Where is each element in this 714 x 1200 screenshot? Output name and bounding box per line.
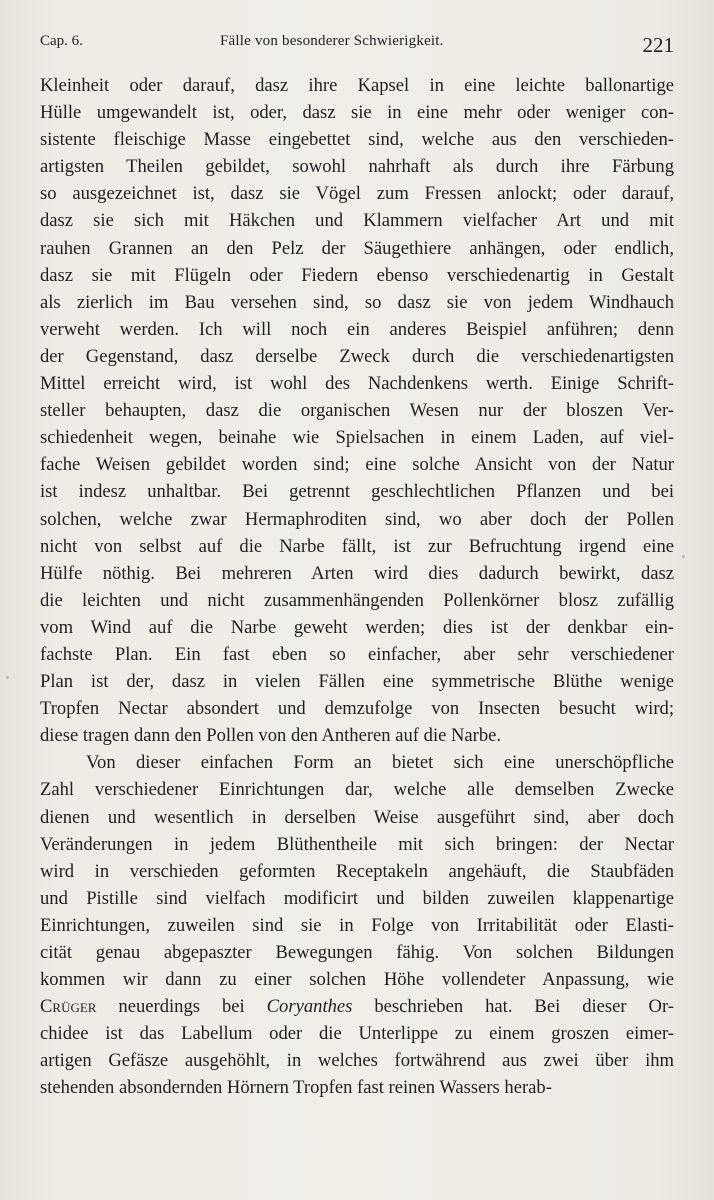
text-line bbox=[40, 993, 674, 1020]
text-line: artigsten Theilen gebildet, sowohl nahrhaft als durch ihre Färbung bbox=[40, 156, 674, 178]
text-line: als zierlich im Bau versehen sind, so dasz sie von jedem Windhauch bbox=[40, 291, 674, 313]
text-line: Plan ist der, dasz in vielen Fällen eine symmetrische Blüthe wenige bbox=[40, 671, 674, 693]
text-line: Kleinheit oder darauf, dasz ihre Kapsel in eine leichte ballonartige bbox=[40, 75, 674, 96]
text-line: vom Wind auf die Narbe geweht werden; dies ist der denkbar ein- bbox=[40, 616, 674, 638]
author-name: Crüger bbox=[40, 996, 97, 1018]
text-line: Von dieser einfachen Form an bietet sich eine unerschöpfliche bbox=[86, 752, 674, 774]
text-span: beschrieben hat. Bei dieser Or- bbox=[352, 996, 674, 1018]
text-line: solchen, welche zwar Hermaphroditen sind, wo aber doch der Pollen bbox=[40, 508, 674, 530]
text-line: Tropfen Nectar absondert und demzufolge von Insecten besucht wird; bbox=[40, 698, 674, 720]
text-line: cität genau abgepaszter Bewegungen fähig. Von solchen Bildungen bbox=[40, 942, 674, 963]
text-line: dasz sie sich mit Häkchen und Klammern vielfacher Art und mit bbox=[40, 210, 674, 232]
paragraph bbox=[40, 72, 674, 749]
text-line: Einrichtungen, zuweilen sind sie in Folge von Irritabilität oder Elasti- bbox=[40, 914, 674, 936]
text-line: sistente fleischige Masse eingebettet sind, welche aus den verschieden- bbox=[40, 129, 674, 151]
text-line: nicht von selbst auf die Narbe fällt, ist zur Befruchtung irgend eine bbox=[40, 535, 674, 557]
text-span: neuerdings bei bbox=[96, 996, 267, 1018]
paper-speck bbox=[682, 555, 685, 558]
text-line: fache Weisen gebildet worden sind; eine solche Ansicht von der Natur bbox=[40, 454, 674, 476]
text-line: Hülle umgewandelt ist, oder, dasz sie in eine mehr oder weniger con- bbox=[40, 102, 674, 124]
text-line: steller behaupten, dasz die organischen Wesen nur der bloszen Ver- bbox=[40, 400, 674, 422]
page-number: 221 bbox=[642, 33, 674, 57]
text-line: chidee ist das Labellum oder die Unterlippe zu einem groszen eimer- bbox=[40, 1023, 674, 1045]
text-line: artigen Gefäsze ausgehöhlt, in welches fortwährend aus zwei über ihm bbox=[40, 1050, 674, 1072]
body-text bbox=[40, 72, 674, 1102]
text-line: kommen wir dann zu einer solchen Höhe vollendeter Anpassung, wie bbox=[40, 969, 674, 991]
text-line: schiedenheit wegen, beinahe wie Spielsachen in einem Laden, auf viel- bbox=[40, 427, 674, 449]
text-line: der Gegenstand, dasz derselbe Zweck durch die verschiedenartigsten bbox=[40, 345, 674, 367]
text-line: fachste Plan. Ein fast eben so einfacher, aber sehr verschiedener bbox=[40, 643, 674, 665]
text-line: wird in verschieden geformten Receptakeln angehäuft, die Staubfäden bbox=[40, 860, 674, 882]
running-header bbox=[40, 33, 674, 59]
text-line: und Pistille sind vielfach modificirt und bilden zuweilen klappenartige bbox=[40, 887, 674, 909]
text-line: stehenden absondernden Hörnern Tropfen fast reinen Wassers herab- bbox=[40, 1077, 552, 1099]
text-line: ist indesz unhaltbar. Bei getrennt geschlechtlichen Pflanzen und bei bbox=[40, 481, 674, 503]
text-line: diese tragen dann den Pollen von den Antheren auf die Narbe. bbox=[40, 725, 502, 747]
genus-name: Coryanthes bbox=[266, 996, 353, 1018]
text-line: dasz sie mit Flügeln oder Fiedern ebenso verschiedenartig in Gestalt bbox=[40, 264, 674, 286]
paper-speck bbox=[6, 676, 9, 679]
text-line: Zahl verschiedener Einrichtungen dar, welche alle demselben Zwecke bbox=[40, 779, 674, 801]
running-title: Fälle von besonderer Schwierigkeit. bbox=[220, 33, 444, 49]
text-line: die leichten und nicht zusammenhängenden Pollenkörner blosz zufällig bbox=[40, 589, 674, 611]
paragraph bbox=[40, 749, 674, 1101]
text-line: Hülfe nöthig. Bei mehreren Arten wird dies dadurch bewirkt, dasz bbox=[40, 562, 674, 584]
text-line: Mittel erreicht wird, ist wohl des Nachdenkens werth. Einige Schrift- bbox=[40, 373, 674, 395]
chapter-label: Cap. 6. bbox=[40, 33, 83, 49]
text-line: Veränderungen in jedem Blüthentheile mit sich bringen: der Nectar bbox=[40, 833, 674, 855]
text-line: rauhen Grannen an den Pelz der Säugethiere anhängen, oder endlich, bbox=[40, 237, 674, 259]
text-line: verweht werden. Ich will noch ein anderes Beispiel anführen; denn bbox=[40, 318, 674, 340]
text-line: so ausgezeichnet ist, dasz sie Vögel zum Fressen anlockt; oder darauf, bbox=[40, 183, 674, 205]
text-line: dienen und wesentlich in derselben Weise ausgeführt sind, aber doch bbox=[40, 806, 674, 828]
